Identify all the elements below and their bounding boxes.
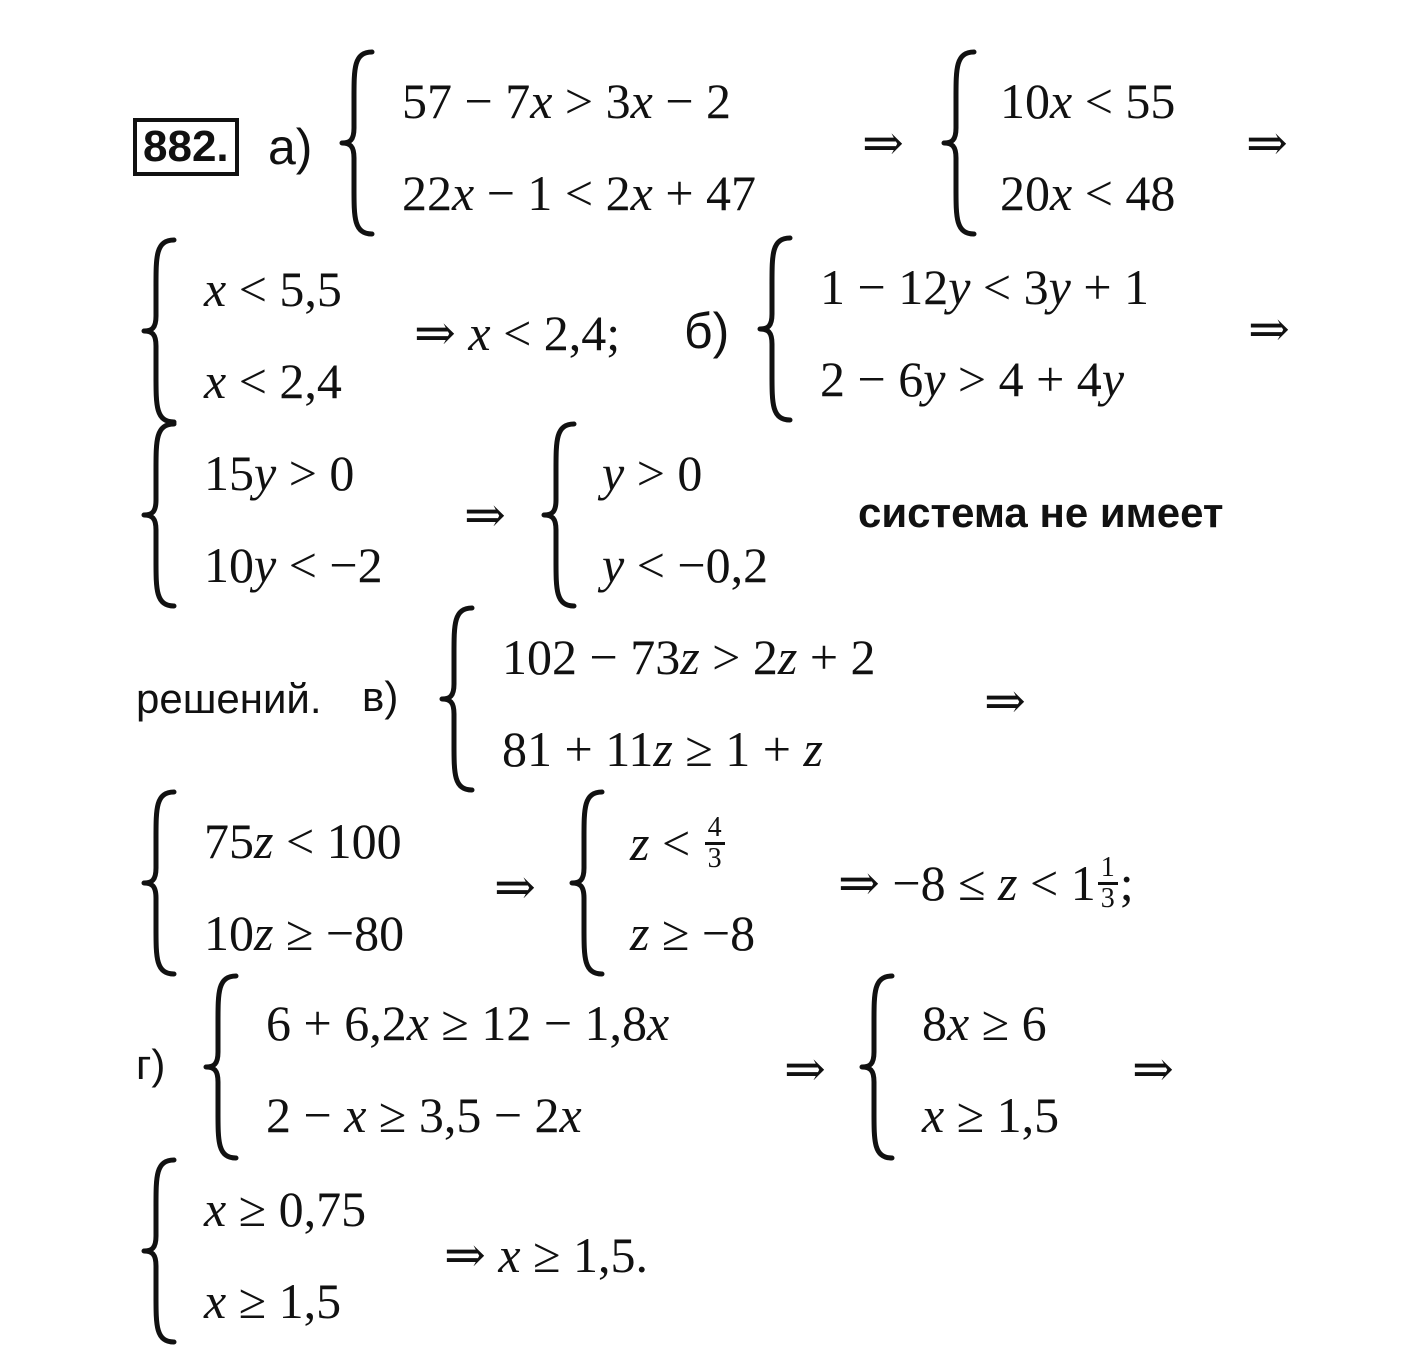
arrow-a-1: ⇒ <box>862 115 904 171</box>
arrow-b-2: ⇒ <box>464 487 506 543</box>
sys-g2-line2: x ≥ 1,5 <box>922 1087 1060 1143</box>
arrow-b-1: ⇒ <box>1248 301 1290 357</box>
result-g: ⇒ x ≥ 1,5. <box>444 1227 649 1283</box>
result-v: ⇒ −8 ≤ z < 1 $\frac{1}{3}$ ; <box>838 851 1134 914</box>
part-a-label: а) <box>268 119 313 175</box>
sys-b1-line2: 2 − 6y > 4 + 4y <box>820 351 1125 407</box>
sys-g3-line2: x ≥ 1,5 <box>204 1273 342 1329</box>
sys-b2-line2: 10y < −2 <box>204 537 383 593</box>
conclusion-b-2: решений. <box>136 675 322 722</box>
part-b-label: б) <box>684 303 730 359</box>
brace-a-1 <box>336 48 380 238</box>
conclusion-b-1: система не имеет <box>858 489 1224 536</box>
sys-v3-line1: z < $\frac{4}{3}$ <box>630 808 727 878</box>
arrow-g-2: ⇒ <box>1132 1041 1174 1097</box>
sys-g3-line1: x ≥ 0,75 <box>204 1181 367 1237</box>
sys-a2-line1: 10x < 55 <box>1000 73 1176 129</box>
sys-b2-line1: 15y > 0 <box>204 445 355 501</box>
arrow-a-2: ⇒ <box>1246 115 1288 171</box>
brace-a-3 <box>138 236 182 426</box>
brace-g-3 <box>138 1156 182 1346</box>
fraction-4-3: $\frac{4}{3}$ <box>705 814 725 873</box>
brace-g-2 <box>856 972 900 1162</box>
part-v-label: в) <box>362 673 399 720</box>
arrow-v-1: ⇒ <box>984 673 1026 729</box>
arrow-v-2: ⇒ <box>494 859 536 915</box>
brace-g-1 <box>200 972 244 1162</box>
sys-g1-line1: 6 + 6,2x ≥ 12 − 1,8x <box>266 995 670 1051</box>
sys-a3-line1: x < 5,5 <box>204 261 342 317</box>
result-a: ⇒ x < 2,4; <box>414 305 621 361</box>
problem-number: 882. <box>133 118 239 176</box>
brace-b-2 <box>138 420 182 610</box>
sys-a3-line2: x < 2,4 <box>204 353 342 409</box>
brace-v-3 <box>566 788 610 978</box>
brace-b-1 <box>754 234 798 424</box>
sys-g2-line1: 8x ≥ 6 <box>922 995 1047 1051</box>
brace-a-2 <box>938 48 982 238</box>
brace-v-1 <box>436 604 480 794</box>
sys-a1-line1: 57 − 7x > 3x − 2 <box>402 73 732 129</box>
brace-v-2 <box>138 788 182 978</box>
part-g-label: г) <box>136 1041 166 1088</box>
sys-v3-line2: z ≥ −8 <box>630 905 756 961</box>
fraction-1-3: $\frac{1}{3}$ <box>1098 854 1118 913</box>
brace-b-3 <box>538 420 582 610</box>
sys-v1-line2: 81 + 11z ≥ 1 + z <box>502 721 823 777</box>
sys-v2-line2: 10z ≥ −80 <box>204 905 405 961</box>
sys-b1-line1: 1 − 12y < 3y + 1 <box>820 259 1150 315</box>
sys-v1-line1: 102 − 73z > 2z + 2 <box>502 629 876 685</box>
sys-a1-line2: 22x − 1 < 2x + 47 <box>402 165 757 221</box>
sys-b3-line1: y > 0 <box>602 445 703 501</box>
sys-v2-line1: 75z < 100 <box>204 813 402 869</box>
sys-g1-line2: 2 − x ≥ 3,5 − 2x <box>266 1087 582 1143</box>
sys-b3-line2: y < −0,2 <box>602 537 769 593</box>
arrow-g-1: ⇒ <box>784 1041 826 1097</box>
sys-a2-line2: 20x < 48 <box>1000 165 1176 221</box>
